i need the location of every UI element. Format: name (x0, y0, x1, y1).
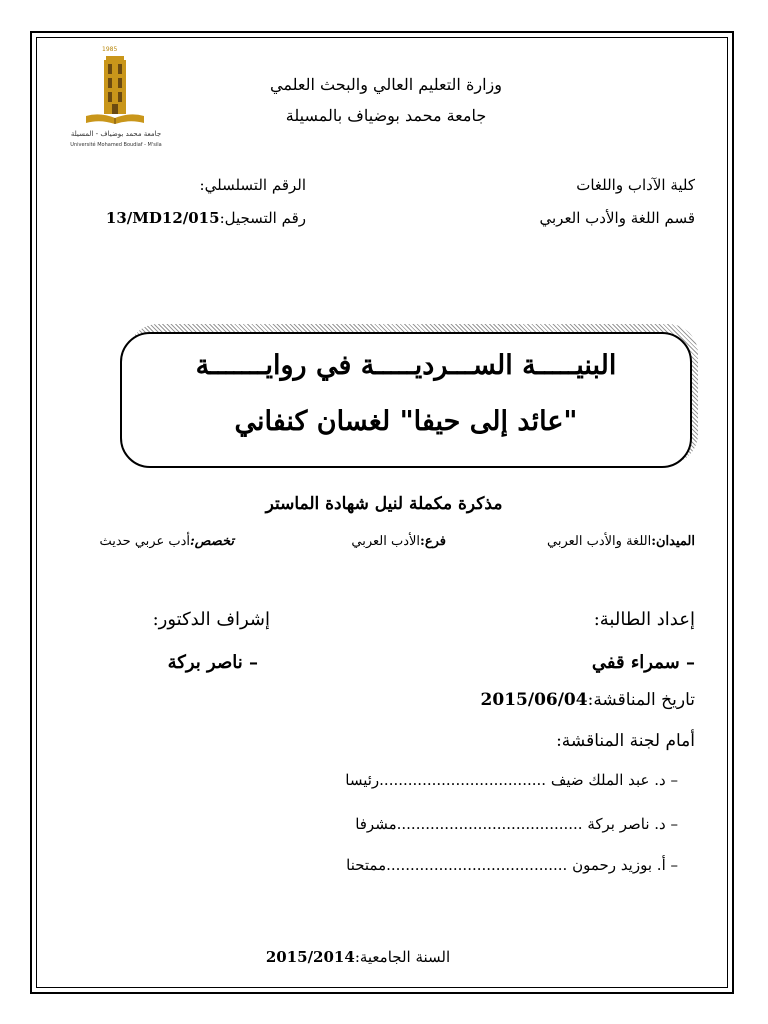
committee-member-president: – د. عبد الملك ضيف ...................................رئيسا (345, 771, 678, 789)
committee-member-supervisor: – د. ناصر بركة .......................................مشرفا (355, 815, 678, 833)
logo-name-en: Université Mohamed Boudiaf - M'sila (70, 142, 162, 148)
specialty-value: أدب عربي حديث (99, 534, 190, 549)
serial-number-label: الرقم التسلسلي: (199, 176, 306, 194)
branch-label: فرع: (420, 534, 446, 549)
book-icon (84, 114, 146, 124)
field-item (547, 534, 695, 549)
ministry-name: وزارة التعليم العالي والبحث العلمي (270, 75, 502, 94)
supervisor-name: – ناصر بركة (167, 652, 258, 673)
committee-label: أمام لجنة المناقشة: (556, 731, 695, 751)
branch-value: الأدب العربي (351, 534, 421, 549)
faculty-name: كلية الآداب واللغات (576, 176, 695, 194)
academic-year (258, 948, 458, 966)
field-label: الميدان: (651, 534, 695, 549)
defense-date-value: 2015/06/04 (480, 690, 588, 710)
academic-year-value: 2015/2014 (265, 948, 355, 966)
university-logo (62, 46, 170, 156)
branch-item (351, 534, 446, 549)
field-value: اللغة والأدب العربي (547, 534, 652, 549)
supervisor-label: إشراف الدكتور: (152, 609, 270, 630)
title-box (120, 332, 692, 468)
department-name: قسم اللغة والأدب العربي (539, 209, 695, 227)
specialty-label: تخصص: (189, 534, 234, 549)
student-label: إعداد الطالبة: (593, 609, 695, 630)
logo-year: 1985 (102, 46, 118, 53)
student-name: – سمراء قفي (591, 652, 695, 673)
tower-icon (100, 56, 130, 114)
registration-label: رقم التسجيل: (219, 209, 306, 227)
thesis-title-line2: "عائد إلى حيفا" لغسان كنفاني (234, 406, 578, 437)
specialty-item (99, 534, 234, 549)
university-name: جامعة محمد بوضياف بالمسيلة (285, 106, 487, 125)
committee-member-examiner: – أ. بوزيد رحمون ......................................ممتحنا (346, 856, 678, 874)
academic-year-label: السنة الجامعية: (354, 948, 451, 966)
defense-date-label: تاريخ المناقشة: (587, 690, 695, 710)
registration-number: 13/MD12/015 (105, 209, 220, 227)
thesis-title-line1: البنيـــــة الســـرديـــــة في روايـــــــة (195, 350, 617, 381)
memo-description: مذكرة مكملة لنيل شهادة الماستر (265, 494, 503, 514)
defense-date (481, 690, 695, 710)
logo-name-ar: جامعة محمد بوضياف - المسيلة (70, 130, 162, 138)
registration-line (106, 209, 306, 227)
